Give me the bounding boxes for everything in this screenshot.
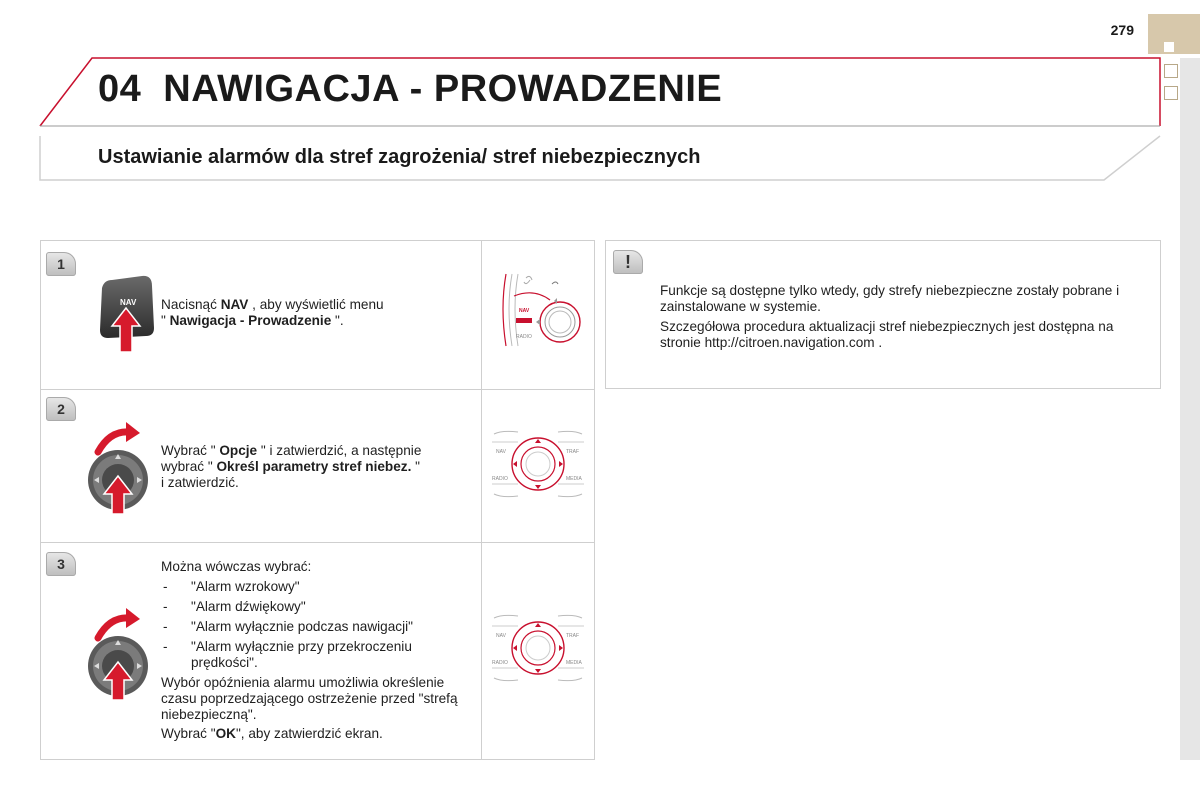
panel-traf-label: TRAF [566, 449, 580, 455]
warning-paragraph: Funkcje są dostępne tylko wtedy, gdy strefy niebezpieczne zostały pobrane i zainstalowane w systemie. [660, 283, 1120, 314]
section-heading: Ustawianie alarmów dla stref zagrożenia/ stref niebezpiecznych [98, 146, 701, 168]
warning-paragraph: Szczegółowa procedura aktualizacji stref niebezpiecznych jest dostępna na stronie http://citroen.navigation.com . [660, 319, 1114, 350]
nav-button-label: NAV [120, 298, 137, 307]
list-item: - "Alarm dźwiękowy" [163, 599, 306, 614]
rotary-knob-rotate-press-icon [84, 604, 150, 702]
step-number-badge: 3 [46, 552, 76, 576]
panel-radio-label: RADIO [492, 476, 508, 482]
chapter-title [98, 68, 722, 111]
list-item: - "Alarm wyłącznie przy przekroczeniu prędkości". [163, 639, 412, 670]
options-intro: Można wówczas wybrać: [161, 559, 312, 574]
chapter-number: 04 [98, 68, 142, 110]
step-2-text: Wybrać " Opcje " i zatwierdzić, a następnie wybrać " Określ parametry stref niebez. " i zatwierdzić. [161, 443, 422, 490]
nav-button-press-icon [96, 272, 156, 354]
warning-text [660, 283, 1140, 355]
step-1-text: Nacisnąć NAV , aby wyświetlić menu " Nawigacja - Prowadzenie ". [161, 297, 384, 328]
dashboard-panel-nav-icon [490, 268, 586, 352]
control-panel-icon [488, 612, 588, 684]
chapter-title-text: NAWIGACJA - PROWADZENIE [163, 68, 723, 110]
panel-traf-label: TRAF [566, 633, 580, 639]
rotary-knob-rotate-press-icon [84, 418, 150, 516]
panel-nav-label: NAV [519, 308, 530, 314]
step-3-text [161, 559, 471, 742]
panel-media-label: MEDIA [566, 476, 582, 482]
delay-text: Wybór opóźnienia alarmu umożliwia określenie czasu poprzedzającego ostrzeżenie przed "strefą niebezpieczną". [161, 675, 458, 722]
step-number-badge: 2 [46, 397, 76, 421]
panel-radio-label: RADIO [516, 334, 532, 340]
page-number: 279 [1110, 22, 1134, 38]
confirm-text: Wybrać "OK", aby zatwierdzić ekran. [161, 726, 383, 741]
panel-radio-label: RADIO [492, 660, 508, 666]
control-panel-icon [488, 428, 588, 500]
panel-media-label: MEDIA [566, 660, 582, 666]
panel-nav-label: NAV [496, 449, 506, 455]
list-item: - "Alarm wzrokowy" [163, 579, 300, 594]
step-number-badge: 1 [46, 252, 76, 276]
list-item: - "Alarm wyłącznie podczas nawigacji" [163, 619, 413, 634]
exclamation-icon: ! [613, 250, 643, 274]
panel-nav-label: NAV [496, 633, 506, 639]
